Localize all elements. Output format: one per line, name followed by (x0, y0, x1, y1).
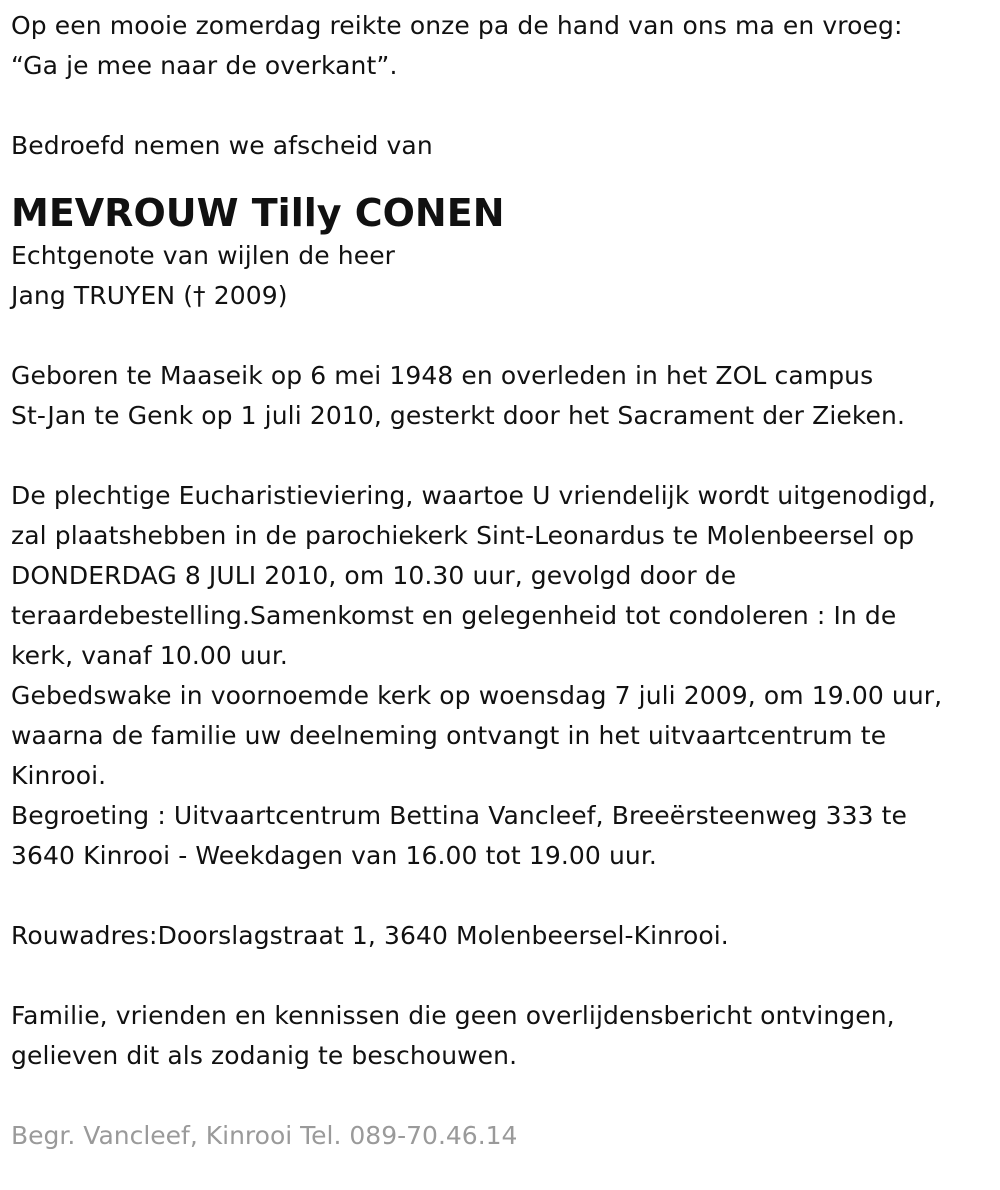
birth-death-line-1: Geboren te Maaseik op 6 mei 1948 en overleden in het ZOL campus (11, 361, 874, 390)
ceremony-line-5: kerk, vanaf 10.00 uur. (11, 641, 288, 670)
ceremony-line-10: 3640 Kinrooi - Weekdagen van 16.00 tot 19.00 uur. (11, 841, 657, 870)
notice-line-2: gelieven dit als zodanig te beschouwen. (11, 1041, 518, 1070)
intro-line-2: “Ga je mee naar de overkant”. (11, 51, 398, 80)
ceremony-line-1: De plechtige Eucharistieviering, waartoe U vriendelijk wordt uitgenodigd, (11, 481, 936, 510)
spouse-line-2: Jang TRUYEN († 2009) (11, 281, 288, 310)
ceremony-line-2: zal plaatshebben in de parochiekerk Sint-Leonardus te Molenbeersel op (11, 521, 915, 550)
notice-line-1: Familie, vrienden en kennissen die geen overlijdensbericht ontvingen, (11, 1001, 895, 1030)
funeral-home-footer: Begr. Vancleef, Kinrooi Tel. 089-70.46.14 (11, 1121, 518, 1150)
ceremony-line-3: DONDERDAG 8 JULI 2010, om 10.30 uur, gevolgd door de (11, 561, 737, 590)
birth-death-line-2: St-Jan te Genk op 1 juli 2010, gesterkt door het Sacrament der Zieken. (11, 401, 905, 430)
announcement-text: Bedroefd nemen we afscheid van (11, 131, 433, 160)
intro-line-1: Op een mooie zomerdag reikte onze pa de hand van ons ma en vroeg: (11, 11, 903, 40)
obituary-notice (11, 0, 996, 1156)
ceremony-line-4: teraardebestelling.Samenkomst en gelegenheid tot condoleren : In de (11, 601, 897, 630)
mourning-address: Rouwadres:Doorslagstraat 1, 3640 Molenbeersel-Kinrooi. (11, 921, 729, 950)
ceremony-line-7: waarna de familie uw deelneming ontvangt in het uitvaartcentrum te (11, 721, 887, 750)
ceremony-line-6: Gebedswake in voornoemde kerk op woensdag 7 juli 2009, om 19.00 uur, (11, 681, 943, 710)
spouse-line-1: Echtgenote van wijlen de heer (11, 241, 396, 270)
ceremony-line-9: Begroeting : Uitvaartcentrum Bettina Vancleef, Breeërsteenweg 333 te (11, 801, 908, 830)
ceremony-line-8: Kinrooi. (11, 761, 107, 790)
deceased-name: MEVROUW Tilly CONEN (11, 191, 505, 235)
